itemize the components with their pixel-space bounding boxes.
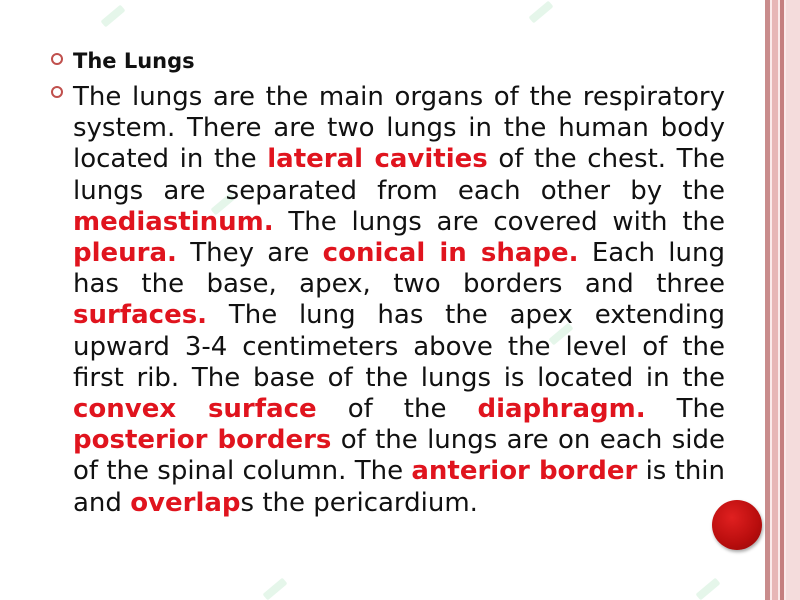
highlighted-term: pleura. (73, 238, 177, 269)
watermark-mark (262, 578, 287, 600)
highlighted-term: mediastinum. (73, 206, 274, 237)
highlighted-term: conical in shape. (322, 238, 579, 269)
highlighted-term: lateral cavities (267, 144, 488, 175)
watermark-mark (528, 1, 553, 24)
text-run: The lung has the apex extending upward 3-4 centimeters above the level of the first rib. The base of the lungs is located in the (73, 300, 725, 393)
right-frame-stripe (772, 0, 778, 600)
highlighted-term: anterior border (411, 456, 638, 487)
right-frame-stripe (786, 0, 800, 600)
text-run: Each lung has the base, apex, two borders and three (73, 238, 725, 300)
bullet-heading: The Lungs (73, 49, 195, 73)
right-frame-stripe (780, 0, 784, 600)
red-circle-decoration-icon (712, 500, 762, 550)
text-run: They are (176, 238, 323, 269)
watermark-mark (695, 578, 720, 600)
text-run: The lungs are the main organs of the respiratory system. There are two lungs in the human body located in the (73, 82, 725, 175)
text-run: s the pericardium. (240, 487, 478, 518)
text-run: of the chest. The lungs are separated from each other by the (73, 144, 726, 206)
text-run: The (645, 394, 726, 425)
highlighted-term: posterior borders (73, 425, 332, 456)
highlighted-term: diaphragm. (477, 394, 646, 425)
text-run: The lungs are covered with the (273, 206, 725, 237)
highlighted-term: overlap (130, 487, 241, 518)
highlighted-term: convex surface (73, 394, 317, 425)
text-run: of the lungs are on each side of the spinal column. The (73, 425, 726, 487)
hollow-circle-bullet-icon (51, 53, 63, 65)
watermark-mark (100, 5, 125, 28)
hollow-circle-bullet-icon (51, 86, 63, 98)
right-frame-stripe (765, 0, 770, 600)
highlighted-term: surfaces. (73, 300, 208, 331)
text-run: of the (316, 394, 478, 425)
body-paragraph (73, 82, 725, 519)
text-run: is thin and (73, 456, 726, 518)
